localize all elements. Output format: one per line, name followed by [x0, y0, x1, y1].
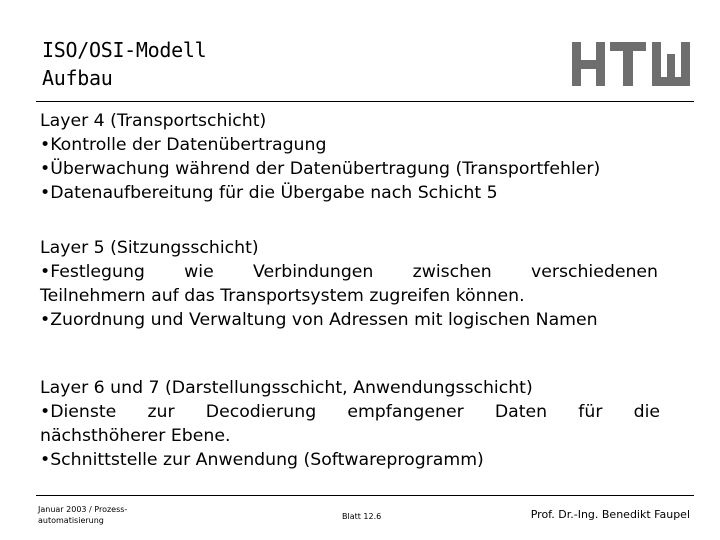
section-heading: Layer 5 (Sitzungsschicht) — [40, 238, 259, 258]
section-heading: Layer 4 (Transportschicht) — [40, 111, 267, 131]
bullet-continuation: nächsthöherer Ebene. — [40, 426, 231, 446]
title-line-1: ISO/OSI-Modell — [42, 38, 207, 62]
footer-date — [38, 504, 127, 526]
bullet-item: •Kontrolle der Datenübertragung — [40, 135, 327, 155]
bullet-item: •Dienste zur Decodierung empfangener Daten für die — [40, 402, 660, 422]
bullet-continuation: Teilnehmern auf das Transportsystem zugreifen können. — [40, 286, 525, 306]
bullet-item: •Festlegung wie Verbindungen zwischen verschiedenen — [40, 262, 658, 282]
bullet-item: •Datenaufbereitung für die Übergabe nach Schicht 5 — [40, 183, 498, 203]
header-divider — [36, 101, 694, 102]
footer-author: Prof. Dr.-Ing. Benedikt Faupel — [530, 508, 690, 521]
slide-title — [42, 36, 206, 92]
section-layer-4 — [40, 109, 662, 205]
section-heading: Layer 6 und 7 (Darstellungsschicht, Anwendungsschicht) — [40, 378, 533, 398]
section-layer-5 — [40, 236, 662, 332]
footer-date-line-1: Januar 2003 / Prozess- — [38, 505, 128, 514]
bullet-item: •Überwachung während der Datenübertragung (Transportfehler) — [40, 159, 601, 179]
footer-divider — [36, 495, 694, 496]
htw-logo — [570, 40, 694, 88]
footer-page-number: Blatt 12.6 — [342, 512, 382, 521]
bullet-item: •Zuordnung und Verwaltung von Adressen mit logischen Namen — [40, 310, 598, 330]
bullet-item: •Schnittstelle zur Anwendung (Softwareprogramm) — [40, 450, 484, 470]
title-line-2: Aufbau — [42, 66, 113, 90]
footer-date-line-2: automatisierung — [38, 516, 104, 525]
section-layer-6-7 — [40, 376, 662, 472]
